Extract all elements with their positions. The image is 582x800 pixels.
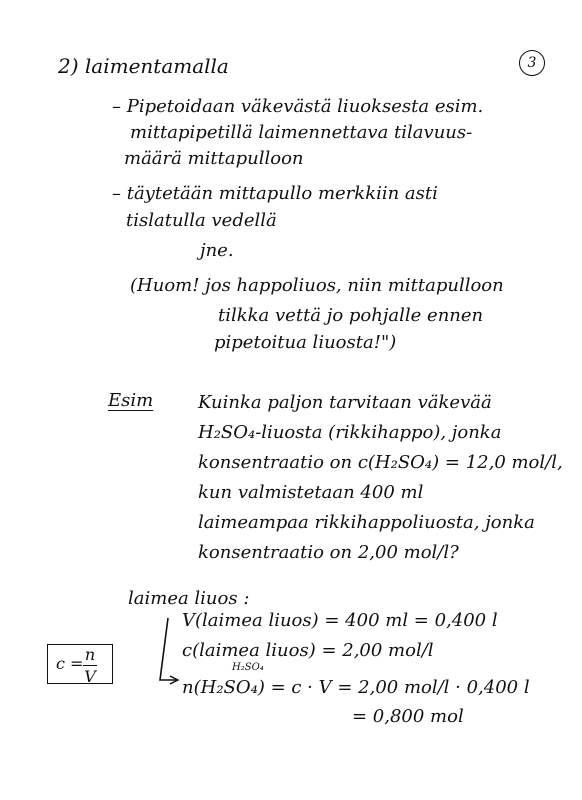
- example-line-4: kun valmistetaan 400 ml: [198, 482, 424, 503]
- example-line-5: laimeampaa rikkihappoliuosta, jonka: [198, 512, 535, 533]
- bullet-2-line-3: jne.: [200, 240, 234, 261]
- solution-title: laimea liuos :: [128, 588, 250, 609]
- note-line-3: pipetoitua liuosta!"): [214, 332, 397, 353]
- formula-fraction-line: [83, 665, 97, 666]
- formula-denominator: V: [84, 667, 96, 686]
- solution-line-1: V(laimea liuos) = 400 ml = 0,400 l: [182, 610, 498, 631]
- formula-numerator: n: [84, 645, 96, 664]
- bullet-1-line-2: mittapipetillä laimennettava tilavuus-: [130, 122, 473, 143]
- page-number: 3: [519, 50, 545, 76]
- example-label: Esim: [108, 390, 154, 411]
- solution-line-2: c(laimea liuos) = 2,00 mol/l: [182, 640, 434, 661]
- formula-lhs: c =: [56, 654, 84, 673]
- example-line-6: konsentraatio on 2,00 mol/l?: [198, 542, 459, 563]
- solution-line-3: n(H₂SO₄) = c · V = 2,00 mol/l · 0,400 l: [182, 677, 530, 698]
- formula-fraction: [83, 645, 97, 686]
- solution-line-4: = 0,800 mol: [352, 706, 464, 727]
- bullet-2-line-2: tislatulla vedellä: [126, 210, 277, 231]
- note-line-1: (Huom! jos happoliuos, niin mittapulloon: [130, 275, 504, 296]
- example-line-1: Kuinka paljon tarvitaan väkevää: [198, 392, 492, 413]
- bullet-2-line-1: – täytetään mittapullo merkkiin asti: [112, 183, 438, 204]
- example-line-2: H₂SO₄-liuosta (rikkihappo), jonka: [198, 422, 502, 443]
- bullet-1-line-3: määrä mittapulloon: [124, 148, 304, 169]
- section-heading: 2) laimentamalla: [58, 54, 229, 78]
- solution-subscript: H₂SO₄: [232, 662, 264, 673]
- example-line-3: konsentraatio on c(H₂SO₄) = 12,0 mol/l,: [198, 452, 563, 473]
- note-line-2: tilkka vettä jo pohjalle ennen: [218, 305, 484, 326]
- bullet-1-line-1: – Pipetoidaan väkevästä liuoksesta esim.: [112, 96, 484, 117]
